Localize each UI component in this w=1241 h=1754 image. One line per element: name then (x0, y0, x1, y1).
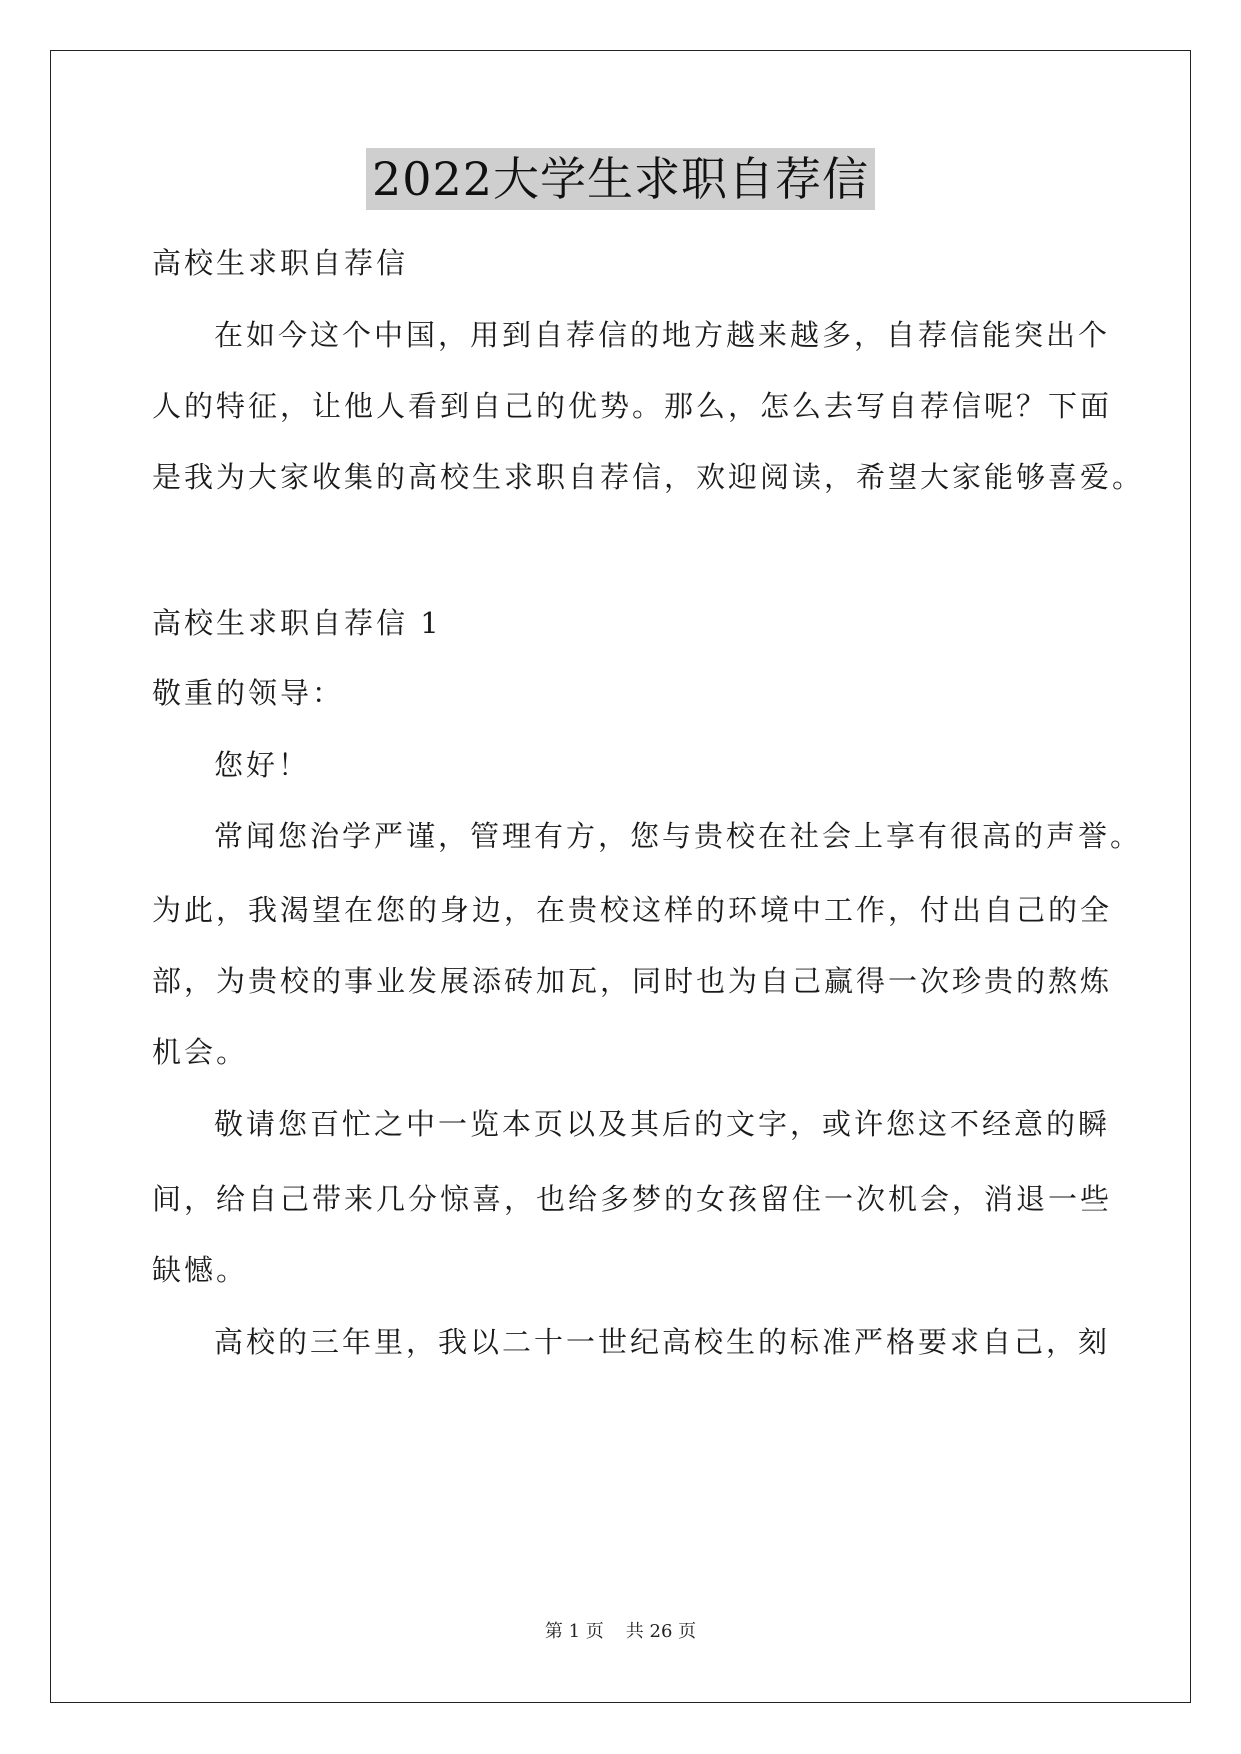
paragraph-line: 常闻您治学严谨，管理有方，您与贵校在社会上享有很高的声誉。 (214, 819, 1143, 853)
paragraph-line: 人的特征，让他人看到自己的优势。那么，怎么去写自荐信呢？下面 (152, 389, 1113, 423)
paragraph-line: 机会。 (152, 1035, 249, 1069)
title-container (0, 148, 1241, 210)
paragraph-line: 高校的三年里，我以二十一世纪高校生的标准严格要求自己，刻 (214, 1325, 1111, 1359)
paragraph-line: 部，为贵校的事业发展添砖加瓦，同时也为自己赢得一次珍贵的熬炼 (152, 964, 1113, 998)
salutation: 敬重的领导： (152, 676, 345, 710)
paragraph-line: 间，给自己带来几分惊喜，也给多梦的女孩留住一次机会，消退一些 (152, 1182, 1113, 1216)
page-total: 共 26 页 (625, 1621, 697, 1642)
letter-heading: 高校生求职自荐信 1 (152, 606, 442, 640)
page-number: 第 1 页 (544, 1621, 604, 1642)
paragraph-line: 敬请您百忙之中一览本页以及其后的文字，或许您这不经意的瞬 (214, 1107, 1111, 1141)
paragraph-line: 在如今这个中国，用到自荐信的地方越来越多，自荐信能突出个 (214, 318, 1111, 352)
document-title: 2022大学生求职自荐信 (366, 148, 875, 210)
paragraph-line: 是我为大家收集的高校生求职自荐信，欢迎阅读，希望大家能够喜爱。 (152, 460, 1145, 494)
paragraph-line: 缺憾。 (152, 1253, 249, 1287)
paragraph-line: 为此，我渴望在您的身边，在贵校这样的环境中工作，付出自己的全 (152, 893, 1113, 927)
greeting: 您好！ (214, 748, 311, 782)
page-footer (0, 1620, 1241, 1644)
page-border (50, 50, 1191, 1703)
section-heading: 高校生求职自荐信 (152, 246, 409, 280)
